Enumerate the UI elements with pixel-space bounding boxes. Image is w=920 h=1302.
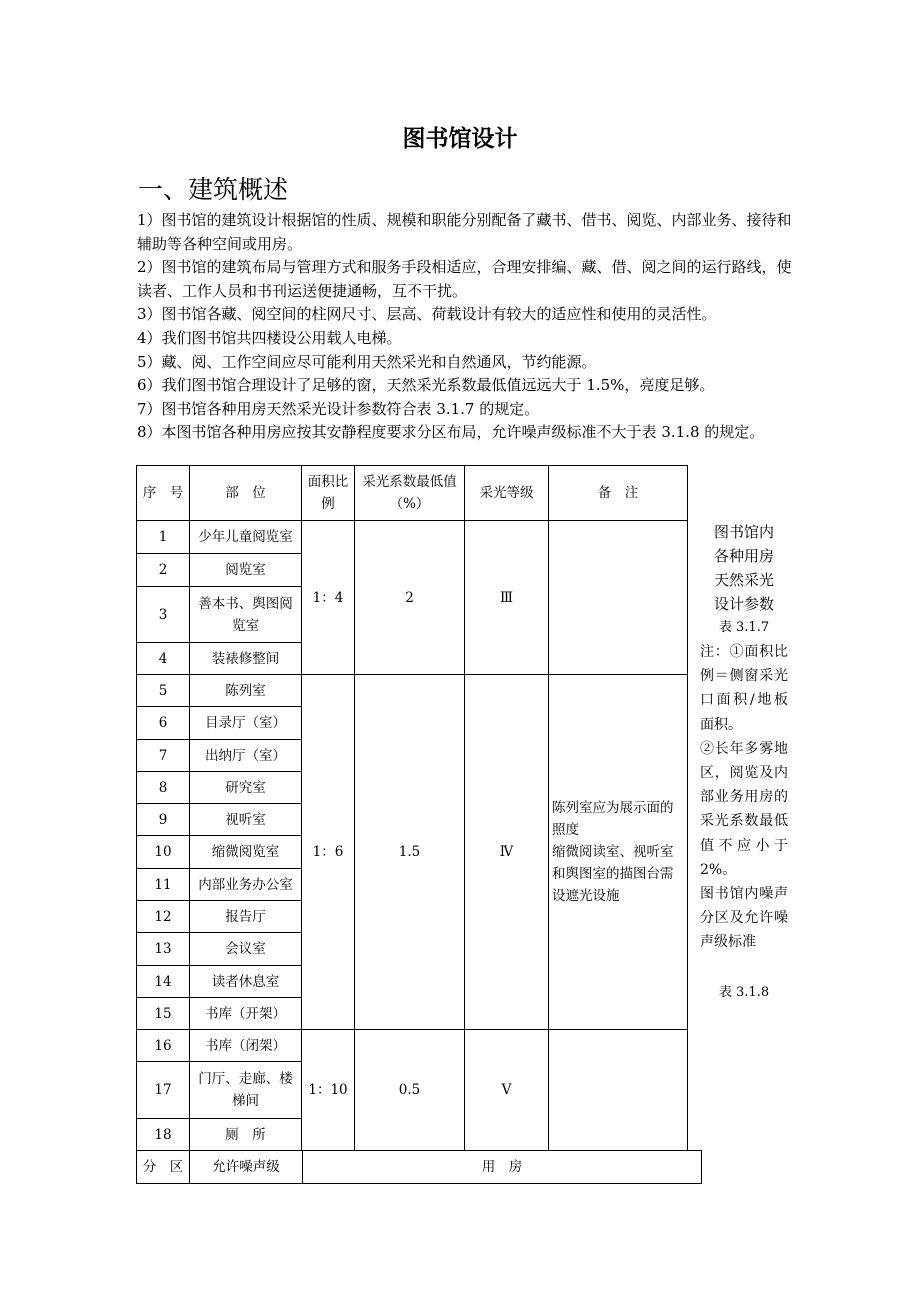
row-number: 12 bbox=[137, 901, 190, 933]
paragraph: 5）藏、阅、工作空间应尽可能利用天然采光和自然通风，节约能源。 bbox=[137, 352, 597, 371]
paragraphs bbox=[137, 209, 797, 445]
paragraph: 6）我们图书馆合理设计了足够的窗，天然采光系数最低值远远大于 1.5%，亮度足够。 bbox=[137, 376, 715, 395]
room-name: 书库（开架） bbox=[190, 998, 302, 1030]
row-number: 18 bbox=[137, 1119, 190, 1151]
noise-table bbox=[136, 1150, 702, 1184]
paragraph: 1）图书馆的建筑设计根据馆的性质、规模和职能分别配备了藏书、借书、阅览、内部业务、接待和辅助等各种空间或用房。 bbox=[137, 211, 792, 253]
room-name: 陈列室 bbox=[190, 675, 302, 707]
remarks bbox=[549, 1030, 688, 1151]
table-caption: 图书馆内噪声分区及允许噪声级标准 bbox=[700, 886, 788, 951]
room-name: 装裱修整间 bbox=[190, 643, 302, 675]
light-grade: Ⅴ bbox=[465, 1030, 549, 1151]
row-number: 14 bbox=[137, 966, 190, 998]
row-number: 13 bbox=[137, 933, 190, 966]
header-cell: 面积比例 bbox=[302, 466, 355, 521]
area-ratio: 1：4 bbox=[302, 521, 355, 675]
table-header-row bbox=[137, 1151, 702, 1184]
room-name: 阅览室 bbox=[190, 554, 302, 587]
header-cell: 备 注 bbox=[549, 466, 688, 521]
table-header-row bbox=[137, 466, 688, 521]
room-name: 书库（闭架） bbox=[190, 1030, 302, 1062]
remarks bbox=[549, 521, 688, 675]
paragraph: 8）本图书馆各种用房应按其安静程度要求分区布局，允许噪声级标准不大于表 3.1.8 的规定。 bbox=[137, 423, 765, 442]
light-coefficient: 2 bbox=[355, 521, 465, 675]
header-cell: 序 号 bbox=[137, 466, 190, 521]
header-cell: 部 位 bbox=[190, 466, 302, 521]
row-number: 17 bbox=[137, 1062, 190, 1119]
area-ratio: 1：6 bbox=[302, 675, 355, 1030]
row-number: 5 bbox=[137, 675, 190, 707]
row-number: 6 bbox=[137, 707, 190, 740]
room-name: 报告厅 bbox=[190, 901, 302, 933]
table-row bbox=[137, 1030, 688, 1062]
side-notes bbox=[700, 520, 788, 1005]
note: 注：①面积比例＝侧窗采光口面积/地板面积。 bbox=[700, 644, 788, 733]
row-number: 8 bbox=[137, 772, 190, 804]
room-name: 出纳厅（室） bbox=[190, 740, 302, 772]
paragraph: 3）图书馆各藏、阅空间的柱网尺寸、层高、荷载设计有较大的适应性和使用的灵活性。 bbox=[137, 305, 717, 324]
table-caption: 图书馆内各种用房天然采光设计参数 bbox=[713, 523, 774, 613]
room-name: 视听室 bbox=[190, 804, 302, 836]
paragraph: 7）图书馆各种用房天然采光设计参数符合表 3.1.7 的规定。 bbox=[137, 399, 540, 418]
light-coefficient: 1.5 bbox=[355, 675, 465, 1030]
header-cell: 允许噪声级 bbox=[190, 1151, 303, 1184]
room-name: 读者休息室 bbox=[190, 966, 302, 998]
remark-text: 陈列室应为展示面的照度 bbox=[552, 800, 674, 838]
row-number: 7 bbox=[137, 740, 190, 772]
remark-text: 缩微阅读室、视听室和舆图室的描图台需设遮光设施 bbox=[552, 844, 674, 904]
room-name: 厕 所 bbox=[190, 1119, 302, 1151]
table-number: 表 3.1.7 bbox=[718, 620, 770, 635]
row-number: 2 bbox=[137, 554, 190, 587]
room-name: 善本书、舆图阅览室 bbox=[190, 587, 302, 643]
section-heading: 一、建筑概述 bbox=[138, 175, 289, 204]
table-row bbox=[137, 675, 688, 707]
row-number: 9 bbox=[137, 804, 190, 836]
row-number: 4 bbox=[137, 643, 190, 675]
row-number: 15 bbox=[137, 998, 190, 1030]
document-title: 图书馆设计 bbox=[402, 125, 518, 152]
light-coefficient: 0.5 bbox=[355, 1030, 465, 1151]
room-name: 目录厅（室） bbox=[190, 707, 302, 740]
room-name: 门厅、走廊、楼梯间 bbox=[190, 1062, 302, 1119]
room-name: 少年儿童阅览室 bbox=[190, 521, 302, 554]
area-ratio: 1：10 bbox=[302, 1030, 355, 1151]
row-number: 1 bbox=[137, 521, 190, 554]
room-name: 缩微阅览室 bbox=[190, 836, 302, 869]
row-number: 3 bbox=[137, 587, 190, 643]
table-row bbox=[137, 521, 688, 554]
lighting-table bbox=[136, 465, 688, 1151]
header-cell: 分 区 bbox=[137, 1151, 190, 1184]
row-number: 16 bbox=[137, 1030, 190, 1062]
table-number: 表 3.1.8 bbox=[718, 984, 770, 1000]
remarks bbox=[549, 675, 688, 1030]
room-name: 会议室 bbox=[190, 933, 302, 966]
header-cell: 采光系数最低值（%） bbox=[355, 466, 465, 521]
room-name: 内部业务办公室 bbox=[190, 869, 302, 901]
note: ②长年多雾地区，阅览及内部业务用房的采光系数最低值不应小于 2%。 bbox=[700, 740, 788, 878]
light-grade: Ⅳ bbox=[465, 675, 549, 1030]
row-number: 11 bbox=[137, 869, 190, 901]
header-cell: 用 房 bbox=[303, 1151, 702, 1184]
room-name: 研究室 bbox=[190, 772, 302, 804]
paragraph: 2）图书馆的建筑布局与管理方式和服务手段相适应，合理安排编、藏、借、阅之间的运行路线，使读者、工作人员和书刊运送便捷通畅，互不干扰。 bbox=[137, 258, 792, 300]
row-number: 10 bbox=[137, 836, 190, 869]
paragraph: 4）我们图书馆共四楼设公用载人电梯。 bbox=[137, 328, 402, 347]
header-cell: 采光等级 bbox=[465, 466, 549, 521]
light-grade: Ⅲ bbox=[465, 521, 549, 675]
